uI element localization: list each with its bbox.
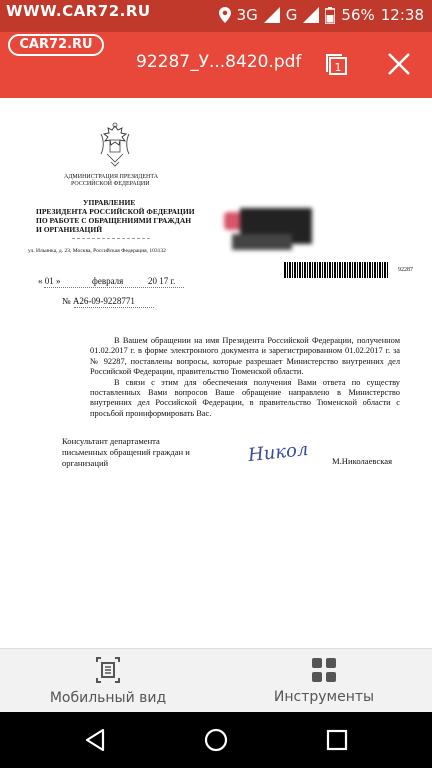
tools-label: Инструменты	[273, 689, 375, 705]
document-number: № А26-09-9228771	[62, 296, 135, 306]
mobile-view-button[interactable]	[0, 649, 216, 713]
mobile-view-icon	[95, 656, 121, 684]
clock: 12:38	[380, 6, 424, 24]
paragraph-2: В связи с этим для обеспечения получения Вами ответа по существу поставленных Вами вопросов Ваше обращение направлено в Министерство внутренних дел Российской Федерации, в правительство Тюменской области с просьбой проинформировать Вас.	[90, 377, 400, 418]
home-circle-icon	[204, 728, 228, 752]
network-type: 3G	[236, 6, 258, 24]
org-heading-1: УПРАВЛЕНИЕ	[83, 198, 136, 207]
location-icon	[219, 7, 231, 23]
signer-role-line-2: письменных обращений граждан и	[62, 447, 190, 457]
page-count: 1	[334, 61, 342, 74]
pages-icon	[322, 50, 350, 78]
signer-role	[62, 436, 190, 469]
org-small-line-1: АДМИНИСТРАЦИЯ ПРЕЗИДЕНТА	[64, 174, 159, 180]
page-count-button[interactable]	[320, 48, 352, 80]
pdf-page[interactable]	[0, 98, 432, 648]
paragraph-1: В Вашем обращении на имя Президента Российской Федерации, полученном 01.02.2017 г. в форме электронного документа и зарегистрированном 01.02.2017 г. за № 92287, поставлены вопросы, которые разрешает Министерство внутренних дел Российской Федерации, правительство Тюменской области.	[90, 336, 400, 377]
org-heading-3: ПО РАБОТЕ С ОБРАЩЕНИЯМИ ГРАЖДАН	[36, 216, 192, 225]
date-underline	[44, 287, 184, 288]
recipient-code: 92287	[398, 267, 413, 273]
recents-button[interactable]	[322, 725, 352, 755]
signer-role-line-1: Консультант департамента	[62, 436, 160, 446]
battery-level: 56%	[341, 6, 375, 24]
network-type-2: G	[285, 6, 298, 24]
date-year: 20 17 г.	[148, 276, 176, 286]
signal-icon	[264, 7, 280, 23]
date-day: « 01 »	[38, 276, 61, 286]
close-button[interactable]	[383, 48, 415, 80]
bottom-action-bar	[0, 648, 432, 712]
signer-role-line-3: организаций	[62, 458, 109, 468]
number-underline	[74, 307, 154, 308]
org-heading-2: ПРЕЗИДЕНТА РОССИЙСКОЙ ФЕДЕРАЦИИ	[36, 207, 195, 216]
status-icons	[219, 6, 424, 24]
site-logo: CAR72.RU	[8, 34, 104, 56]
back-triangle-icon	[84, 728, 106, 752]
document-title: 92287_У...8420.pdf	[136, 52, 302, 72]
date-month: февраля	[92, 276, 124, 286]
battery-icon	[325, 7, 335, 24]
coat-of-arms-icon	[95, 122, 135, 168]
org-address: ул. Ильинка, д. 23, Москва, Российская Федерация, 103132	[28, 248, 166, 254]
watermark-text: WWW.CAR72.RU	[6, 2, 151, 20]
tools-button[interactable]	[216, 649, 432, 713]
redacted-barcode	[284, 262, 388, 278]
redacted-recipient	[222, 206, 312, 250]
back-button[interactable]	[80, 725, 110, 755]
home-button[interactable]	[201, 725, 231, 755]
org-heading-4: И ОРГАНИЗАЦИЙ	[36, 225, 103, 234]
handwritten-signature: Никол	[247, 438, 310, 467]
system-nav-bar	[0, 712, 432, 768]
recents-square-icon	[326, 729, 348, 751]
mobile-view-label: Мобильный вид	[49, 690, 167, 706]
status-bar	[0, 0, 432, 32]
letter-body	[90, 336, 400, 419]
close-icon	[387, 52, 411, 76]
tools-grid-icon	[311, 657, 337, 683]
app-toolbar	[0, 32, 432, 98]
signer-name: М.Николаевская	[332, 456, 393, 466]
signal-icon-2	[303, 7, 319, 23]
org-small-line-2: РОССИЙСКОЙ ФЕДЕРАЦИИ	[71, 181, 150, 187]
heading-divider	[72, 238, 150, 239]
